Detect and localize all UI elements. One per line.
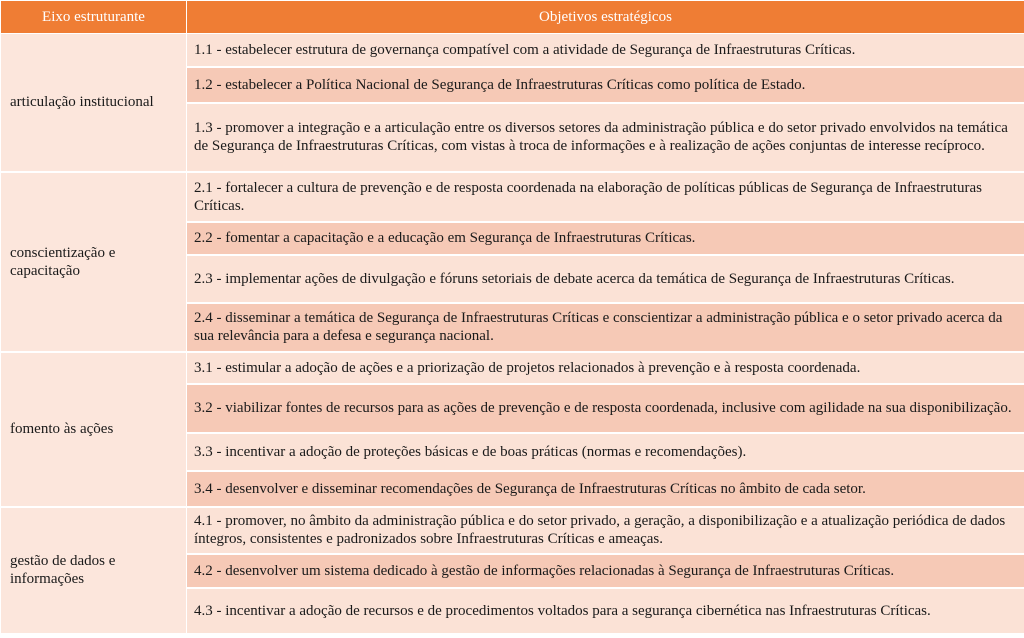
table-row (1, 352, 1024, 384)
objective-cell: 2.1 - fortalecer a cultura de prevenção e de resposta coordenada na elaboração de políticas públicas de Segurança de Infraestruturas Críticas. (187, 172, 1024, 222)
axis-label: fomento às ações (1, 352, 187, 507)
table-row (1, 172, 1024, 222)
table-row (1, 34, 1024, 67)
objective-cell: 1.1 - estabelecer estrutura de governança compatível com a atividade de Segurança de Infraestruturas Críticas. (187, 34, 1024, 67)
header-row (1, 1, 1024, 34)
axis-label: conscientização e capacitação (1, 172, 187, 352)
objective-cell: 2.2 - fomentar a capacitação e a educação em Segurança de Infraestruturas Críticas. (187, 222, 1024, 255)
objective-cell: 4.2 - desenvolver um sistema dedicado à gestão de informações relacionadas à Segurança de Infraestruturas Críticas. (187, 554, 1024, 588)
table-row (1, 507, 1024, 554)
objective-cell: 1.3 - promover a integração e a articulação entre os diversos setores da administração pública e do setor privado envolvidos na temática de Segurança de Infraestruturas Críticas, com vistas à troca de informações e à realização de ações conjuntas de interesse recíproco. (187, 103, 1024, 172)
objective-cell: 3.1 - estimular a adoção de ações e a priorização de projetos relacionados à prevenção e à resposta coordenada. (187, 352, 1024, 384)
objective-cell: 4.1 - promover, no âmbito da administração pública e do setor privado, a geração, a disponibilização e a atualização periódica de dados íntegros, consistentes e padronizados sobre Infraestruturas Críticas e ameaças. (187, 507, 1024, 554)
objective-cell: 3.3 - incentivar a adoção de proteções básicas e de boas práticas (normas e recomendações). (187, 433, 1024, 471)
header-objectives: Objetivos estratégicos (187, 1, 1024, 34)
axis-label: gestão de dados e informações (1, 507, 187, 634)
objective-cell: 2.3 - implementar ações de divulgação e fóruns setoriais de debate acerca da temática de Segurança de Infraestruturas Críticas. (187, 255, 1024, 303)
objective-cell: 2.4 - disseminar a temática de Segurança de Infraestruturas Críticas e conscientizar a administração pública e o setor privado acerca da sua relevância para a defesa e segurança nacional. (187, 303, 1024, 352)
objective-cell: 3.4 - desenvolver e disseminar recomendações de Segurança de Infraestruturas Críticas no âmbito de cada setor. (187, 471, 1024, 507)
header-axis: Eixo estruturante (1, 1, 187, 34)
axis-label: articulação institucional (1, 34, 187, 172)
objective-cell: 1.2 - estabelecer a Política Nacional de Segurança de Infraestruturas Críticas como política de Estado. (187, 67, 1024, 103)
objective-cell: 3.2 - viabilizar fontes de recursos para as ações de prevenção e de resposta coordenada, inclusive com agilidade na sua disponibilização. (187, 384, 1024, 433)
objective-cell: 4.3 - incentivar a adoção de recursos e de procedimentos voltados para a segurança cibernética nas Infraestruturas Críticas. (187, 588, 1024, 634)
